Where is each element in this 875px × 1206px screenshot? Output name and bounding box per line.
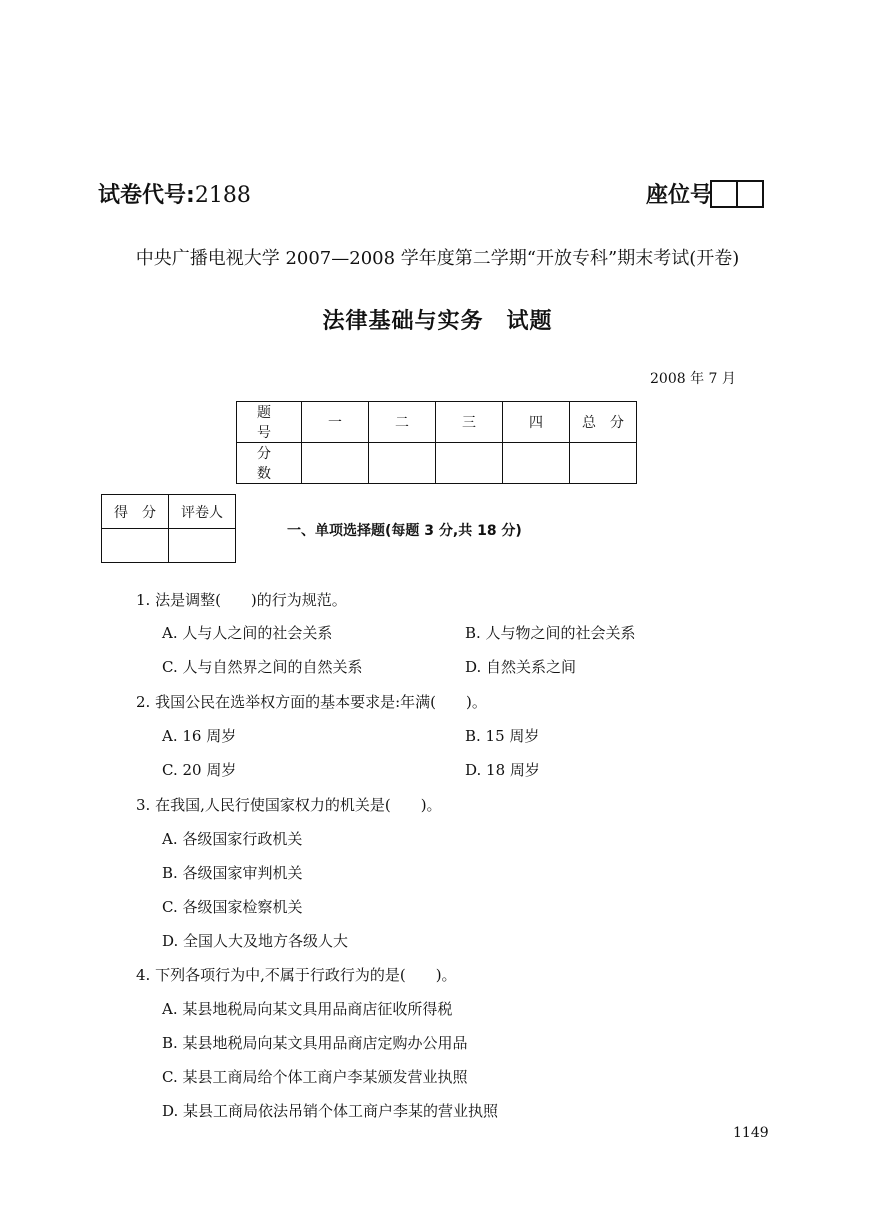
page-number: 1149 bbox=[733, 1125, 769, 1141]
paper-code bbox=[98, 178, 251, 209]
question-4-stem: 4. 下列各项行为中,不属于行政行为的是( )。 bbox=[136, 966, 457, 984]
score-cell-4[interactable] bbox=[503, 443, 570, 484]
question-1-stem: 1. 法是调整( )的行为规范。 bbox=[136, 591, 347, 609]
question-1-option-b: B. 人与物之间的社会关系 bbox=[465, 624, 636, 642]
score-cell-3[interactable] bbox=[436, 443, 503, 484]
question-2-option-d: D. 18 周岁 bbox=[465, 761, 540, 779]
score-table-header-row bbox=[237, 402, 637, 443]
score-table-col-total: 总 分 bbox=[570, 402, 637, 443]
exam-title: 法律基础与实务 试题 bbox=[322, 309, 553, 334]
seat-number-label: 座位号 bbox=[646, 183, 713, 208]
question-2-stem: 2. 我国公民在选举权方面的基本要求是:年满( )。 bbox=[136, 693, 487, 711]
question-3-stem: 3. 在我国,人民行使国家权力的机关是( )。 bbox=[136, 796, 442, 814]
paper-code-label: 试卷代号 bbox=[98, 183, 187, 208]
question-4-option-b: B. 某县地税局向某文具用品商店定购办公用品 bbox=[162, 1034, 468, 1052]
score-table-col-2: 二 bbox=[369, 402, 436, 443]
section-title: 一、单项选择题(每题 3 分,共 18 分) bbox=[287, 523, 522, 539]
score-table-score-row bbox=[237, 443, 637, 484]
score-cell-2[interactable] bbox=[369, 443, 436, 484]
score-table-col-3: 三 bbox=[436, 402, 503, 443]
exam-date: 2008 年 7 月 bbox=[650, 371, 736, 387]
question-3-option-a: A. 各级国家行政机关 bbox=[162, 830, 303, 848]
seat-number-box-1[interactable] bbox=[710, 180, 738, 208]
question-1-option-d: D. 自然关系之间 bbox=[465, 658, 577, 676]
institution-line: 中央广播电视大学 2007—2008 学年度第二学期“开放专科”期末考试(开卷) bbox=[135, 248, 740, 269]
question-1-option-c: C. 人与自然界之间的自然关系 bbox=[162, 658, 363, 676]
question-2-option-a: A. 16 周岁 bbox=[162, 727, 237, 745]
score-table bbox=[236, 401, 637, 484]
score-cell-total[interactable] bbox=[570, 443, 637, 484]
paper-code-value: 2188 bbox=[194, 183, 251, 208]
score-table-col-1: 一 bbox=[302, 402, 369, 443]
question-2-option-b: B. 15 周岁 bbox=[465, 727, 540, 745]
question-1-option-a: A. 人与人之间的社会关系 bbox=[162, 624, 333, 642]
grader-score-cell[interactable] bbox=[102, 529, 169, 563]
score-table-label-score: 分 数 bbox=[237, 443, 302, 484]
question-4-option-d: D. 某县工商局依法吊销个体工商户李某的营业执照 bbox=[162, 1102, 499, 1120]
question-4-option-a: A. 某县地税局向某文具用品商店征收所得税 bbox=[162, 1000, 453, 1018]
grader-name-cell[interactable] bbox=[169, 529, 236, 563]
score-cell-1[interactable] bbox=[302, 443, 369, 484]
question-3-option-c: C. 各级国家检察机关 bbox=[162, 898, 303, 916]
grader-table bbox=[101, 494, 236, 563]
seat-number-field bbox=[646, 178, 764, 209]
grader-table-grader-label: 评卷人 bbox=[169, 495, 236, 529]
score-table-label-question: 题 号 bbox=[237, 402, 302, 443]
score-table-col-4: 四 bbox=[503, 402, 570, 443]
question-3-option-d: D. 全国人大及地方各级人大 bbox=[162, 932, 349, 950]
question-2-option-c: C. 20 周岁 bbox=[162, 761, 237, 779]
paper-code-separator: : bbox=[186, 183, 195, 208]
grader-table-score-label: 得 分 bbox=[102, 495, 169, 529]
question-3-option-b: B. 各级国家审判机关 bbox=[162, 864, 303, 882]
question-4-option-c: C. 某县工商局给个体工商户李某颁发营业执照 bbox=[162, 1068, 468, 1086]
seat-number-box-2[interactable] bbox=[736, 180, 764, 208]
